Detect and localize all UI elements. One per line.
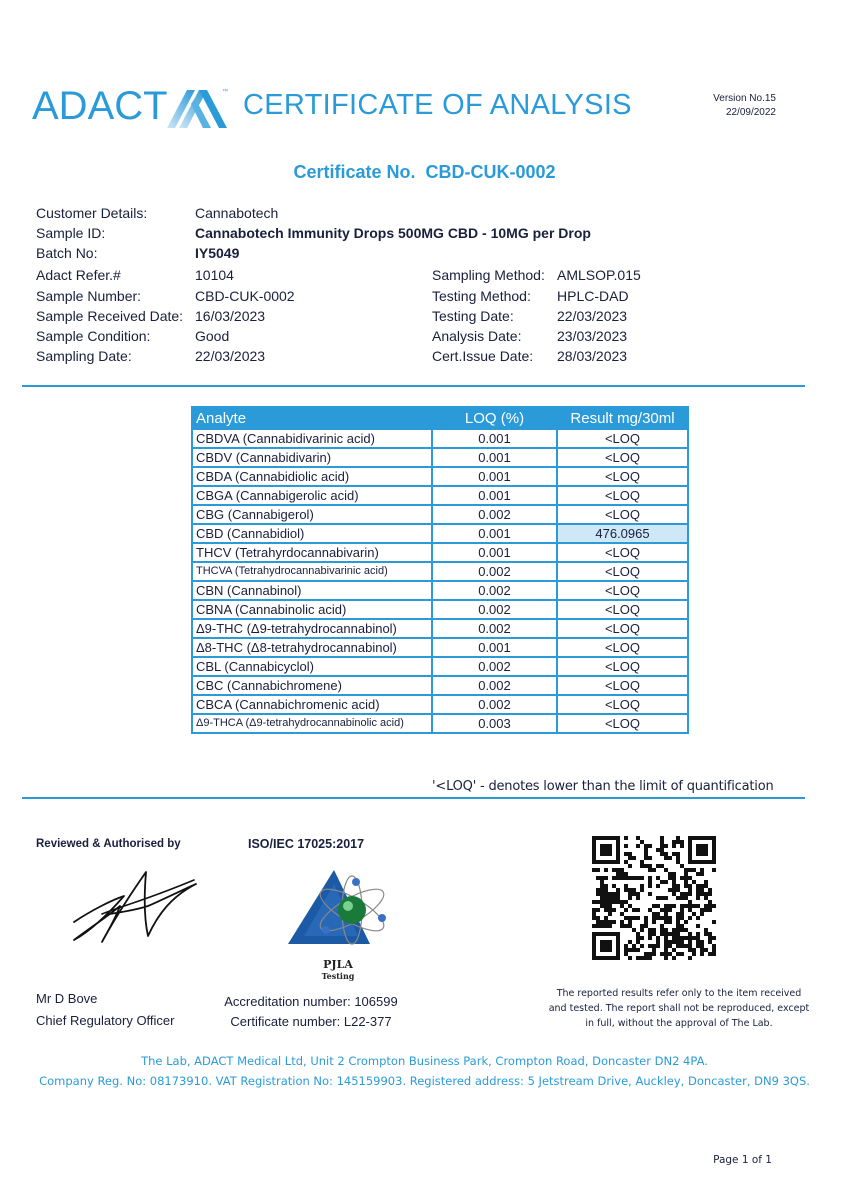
loq-cell: 0.002	[432, 619, 557, 638]
table-row	[192, 486, 688, 505]
disclaimer-line: in full, without the approval of The Lab.	[585, 1018, 773, 1029]
testing-date-value: 22/03/2023	[557, 308, 628, 324]
reviewed-by-label: Reviewed & Authorised by	[36, 838, 181, 850]
loq-cell: 0.001	[432, 638, 557, 657]
document-title: CERTIFICATE OF ANALYSIS	[243, 89, 632, 121]
analyte-cell: THCV (Tetrahyrdocannabivarin)	[192, 543, 432, 562]
analyte-cell: CBDA (Cannabidiolic acid)	[192, 467, 432, 486]
result-cell: <LOQ	[557, 714, 688, 733]
loq-cell: 0.001	[432, 524, 557, 543]
table-row	[192, 657, 688, 676]
batch-no-value: IY5049	[195, 245, 240, 261]
sample-id-label: Sample ID:	[36, 225, 106, 241]
result-cell: <LOQ	[557, 657, 688, 676]
table-row	[192, 619, 688, 638]
loq-cell: 0.002	[432, 695, 557, 714]
table-row	[192, 467, 688, 486]
analyte-cell: CBDV (Cannabidivarin)	[192, 448, 432, 467]
table-row	[192, 448, 688, 467]
accreditation-number: Accreditation number: 106599	[224, 994, 398, 1009]
disclaimer-line: and tested. The report shall not be reproduced, except	[548, 1003, 810, 1014]
table-row	[192, 676, 688, 695]
analyte-cell: Δ8-THC (Δ8-tetrahydrocannabinol)	[192, 638, 432, 657]
loq-cell: 0.002	[432, 581, 557, 600]
signature-image	[62, 866, 198, 946]
header-result: Result mg/30ml	[557, 407, 688, 429]
table-header-row	[192, 407, 688, 429]
signer-name: Mr D Bove	[36, 991, 98, 1006]
result-cell: <LOQ	[557, 600, 688, 619]
trademark-mark: ™	[222, 89, 228, 95]
table-row	[192, 600, 688, 619]
version-number: Version No.15	[713, 93, 776, 104]
loq-cell: 0.001	[432, 467, 557, 486]
sample-number-value: CBD-CUK-0002	[195, 288, 295, 304]
analyte-cell: CBCA (Cannabichromenic acid)	[192, 695, 432, 714]
analyte-cell: CBC (Cannabichromene)	[192, 676, 432, 695]
analyte-cell: CBN (Cannabinol)	[192, 581, 432, 600]
table-row	[192, 638, 688, 657]
result-cell: <LOQ	[557, 486, 688, 505]
sampling-method-label: Sampling Method:	[432, 267, 545, 283]
loq-cell: 0.003	[432, 714, 557, 733]
customer-details-label: Customer Details:	[36, 205, 148, 221]
testing-method-label: Testing Method:	[432, 288, 531, 304]
header-loq: LOQ (%)	[432, 407, 557, 429]
result-cell: <LOQ	[557, 676, 688, 695]
loq-note: '<LOQ' - denotes lower than the limit of quantification	[432, 779, 774, 794]
analysis-date-label: Analysis Date:	[432, 328, 522, 344]
table-row	[192, 695, 688, 714]
table-row	[192, 429, 688, 448]
header-analyte: Analyte	[192, 407, 432, 429]
loq-cell: 0.001	[432, 448, 557, 467]
signer-role: Chief Regulatory Officer	[36, 1013, 175, 1028]
sample-id-value: Cannabotech Immunity Drops 500MG CBD - 10MG per Drop	[195, 225, 591, 241]
divider-top	[22, 385, 805, 387]
adact-ref-label: Adact Refer.#	[36, 267, 121, 283]
table-row	[192, 505, 688, 524]
pjla-logo-sub: Testing	[321, 971, 355, 981]
pjla-logo-text: PJLA	[323, 958, 353, 971]
sampling-date-value: 22/03/2023	[195, 348, 266, 364]
loq-cell: 0.001	[432, 429, 557, 448]
certificate-number	[0, 162, 849, 183]
sample-condition-label: Sample Condition:	[36, 328, 151, 344]
table-row	[192, 524, 688, 543]
table-row	[192, 581, 688, 600]
loq-cell: 0.002	[432, 600, 557, 619]
certificate-label: Certificate No.	[293, 162, 416, 182]
result-cell: <LOQ	[557, 467, 688, 486]
brand-name: ADACT	[32, 84, 168, 128]
sampling-date-label: Sampling Date:	[36, 348, 132, 364]
version-date: 22/09/2022	[725, 107, 776, 118]
result-cell: <LOQ	[557, 619, 688, 638]
analyte-cell: CBDVA (Cannabidivarinic acid)	[192, 429, 432, 448]
loq-cell: 0.002	[432, 657, 557, 676]
lab-address: The Lab, ADACT Medical Ltd, Unit 2 Crompton Business Park, Crompton Road, Doncaster DN2 4PA.	[141, 1054, 708, 1068]
result-cell: <LOQ	[557, 505, 688, 524]
batch-no-label: Batch No:	[36, 245, 98, 261]
analyte-cell: THCVA (Tetrahydrocannabivarinic acid)	[192, 562, 432, 581]
result-cell: <LOQ	[557, 638, 688, 657]
version-info	[690, 92, 776, 120]
disclaimer-line: The reported results refer only to the item received	[556, 988, 802, 999]
table-row	[192, 543, 688, 562]
company-registration: Company Reg. No: 08173910. VAT Registration No: 145159903. Registered address: 5 Jetstream Drive, Auckley, Doncaster, DN9 3QS.	[39, 1074, 810, 1088]
customer-details-value: Cannabotech	[195, 205, 279, 221]
pjla-logo	[286, 862, 394, 980]
result-cell: <LOQ	[557, 543, 688, 562]
sample-condition-value: Good	[195, 328, 230, 344]
analyte-cell: CBD (Cannabidiol)	[192, 524, 432, 543]
pjla-triangle-icon	[286, 862, 394, 954]
result-cell-highlighted: 476.0965	[557, 524, 688, 543]
loq-cell: 0.002	[432, 562, 557, 581]
testing-method-value: HPLC-DAD	[557, 288, 629, 304]
analyte-cell: CBG (Cannabigerol)	[192, 505, 432, 524]
table-row	[192, 562, 688, 581]
analyte-cell: CBGA (Cannabigerolic acid)	[192, 486, 432, 505]
disclaimer	[548, 986, 810, 1031]
sample-received-date-value: 16/03/2023	[195, 308, 266, 324]
sample-number-label: Sample Number:	[36, 288, 142, 304]
certificate-number-footer: Certificate number: L22-377	[230, 1014, 392, 1029]
iso-standard: ISO/IEC 17025:2017	[248, 837, 365, 851]
loq-cell: 0.001	[432, 543, 557, 562]
cert-issue-date-value: 28/03/2023	[557, 348, 628, 364]
loq-cell: 0.001	[432, 486, 557, 505]
analyte-cell: CBL (Cannabicyclol)	[192, 657, 432, 676]
analyte-cell: Δ9-THC (Δ9-tetrahydrocannabinol)	[192, 619, 432, 638]
testing-date-label: Testing Date:	[432, 308, 514, 324]
sampling-method-value: AMLSOP.015	[557, 267, 641, 283]
result-cell: <LOQ	[557, 695, 688, 714]
certificate-value: CBD-CUK-0002	[425, 162, 556, 182]
analysis-date-value: 23/03/2023	[557, 328, 628, 344]
divider-bottom	[22, 797, 805, 799]
result-cell: <LOQ	[557, 448, 688, 467]
qr-code	[592, 836, 716, 960]
table-row	[192, 714, 688, 733]
analyte-cell: CBNA (Cannabinolic acid)	[192, 600, 432, 619]
adact-ref-value: 10104	[195, 267, 234, 283]
loq-cell: 0.002	[432, 505, 557, 524]
page-number: Page 1 of 1	[713, 1154, 772, 1166]
results-table	[191, 406, 689, 734]
result-cell: <LOQ	[557, 581, 688, 600]
loq-cell: 0.002	[432, 676, 557, 695]
cert-issue-date-label: Cert.Issue Date:	[432, 348, 534, 364]
result-cell: <LOQ	[557, 429, 688, 448]
result-cell: <LOQ	[557, 562, 688, 581]
sample-received-date-label: Sample Received Date:	[36, 308, 184, 324]
analyte-cell: Δ9-THCA (Δ9-tetrahydrocannabinolic acid)	[192, 714, 432, 733]
